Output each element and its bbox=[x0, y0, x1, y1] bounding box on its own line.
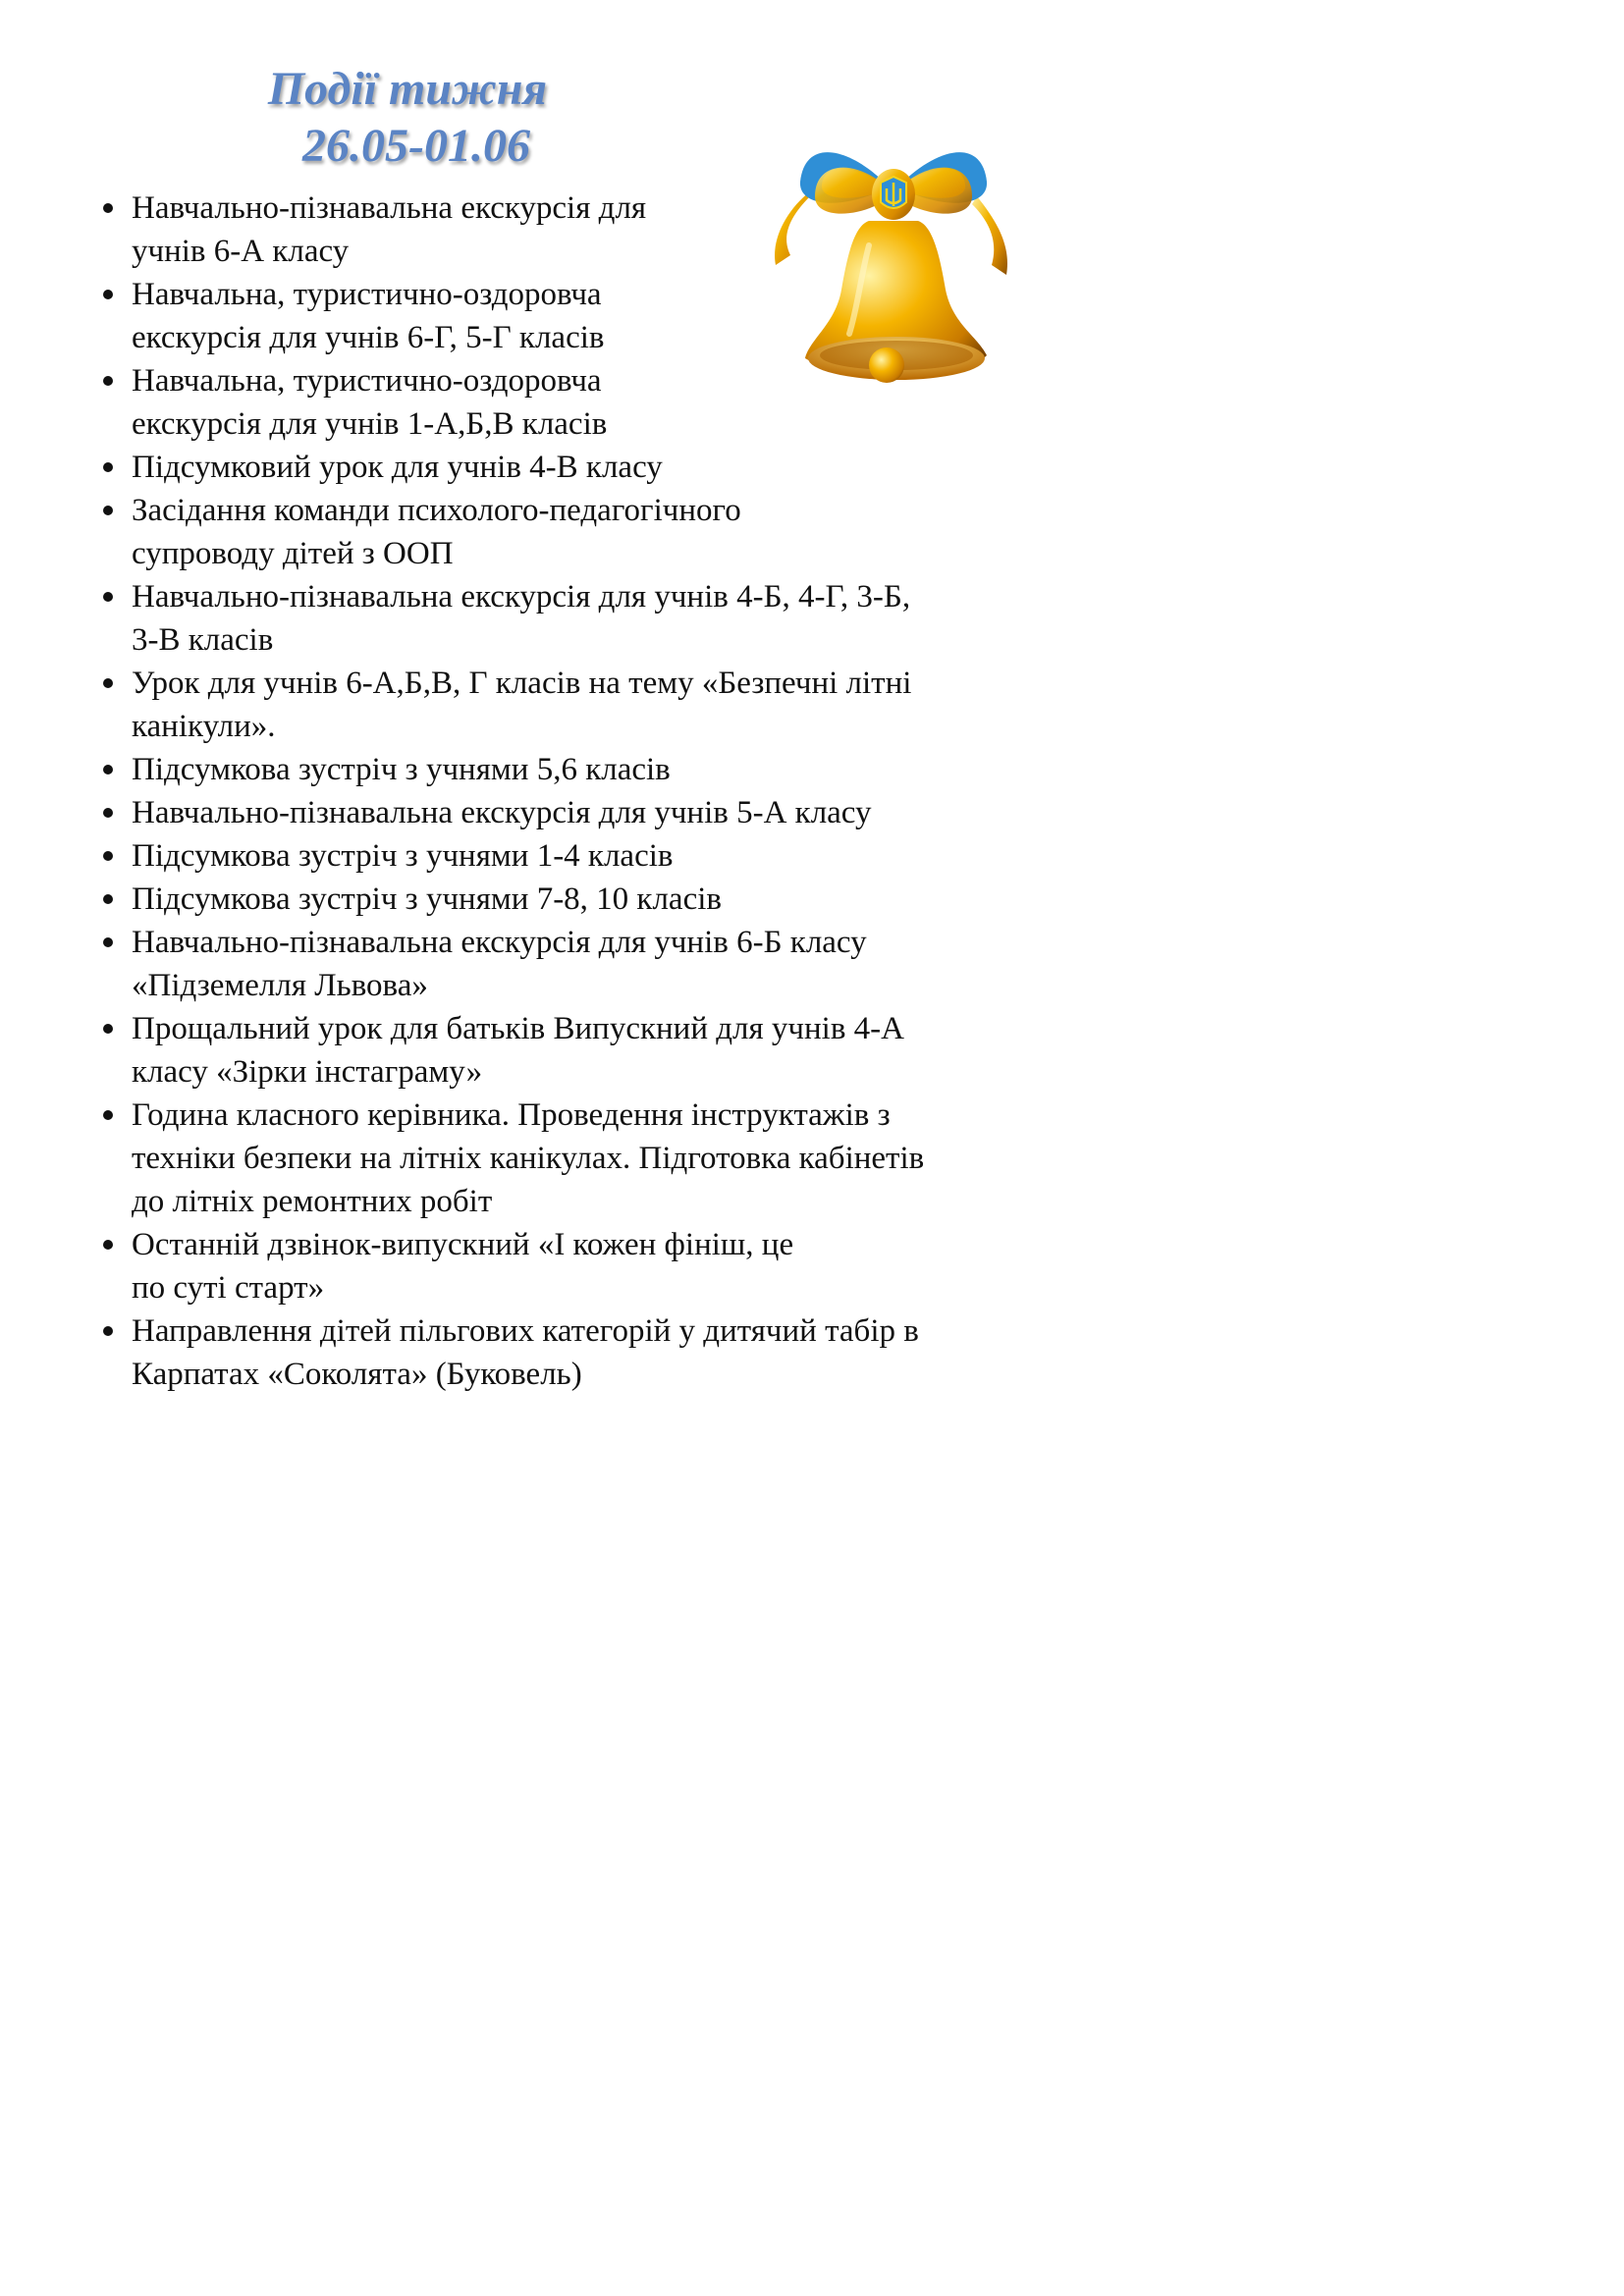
event-text-line: Урок для учнів 6-А,Б,В, Г класів на тему «Безпечні літні bbox=[132, 666, 912, 701]
bullet-icon bbox=[103, 808, 113, 818]
event-item bbox=[98, 921, 1041, 1007]
event-text-line: супроводу дітей з ООП bbox=[132, 536, 454, 571]
event-text-line: Останній дзвінок-випускний «І кожен фініш, це bbox=[132, 1227, 794, 1262]
event-item bbox=[98, 878, 1041, 921]
event-item bbox=[98, 834, 1041, 878]
bullet-icon bbox=[103, 506, 113, 515]
event-text-line: Навчально-пізнавальна екскурсія для bbox=[132, 190, 647, 226]
event-text-line: Карпатах «Соколята» (Буковель) bbox=[132, 1357, 582, 1392]
event-item bbox=[98, 187, 1041, 273]
event-item bbox=[98, 748, 1041, 791]
event-item bbox=[98, 489, 1041, 575]
event-text-line: Направлення дітей пільгових категорій у дитячий табір в bbox=[132, 1313, 919, 1349]
event-item bbox=[98, 1094, 1041, 1223]
event-text-line: по суті старт» bbox=[132, 1270, 325, 1306]
page-header bbox=[0, 61, 815, 175]
event-text-line: 3-В класів bbox=[132, 622, 274, 658]
event-item bbox=[98, 273, 1041, 359]
bullet-icon bbox=[103, 937, 113, 947]
event-text-line: Засідання команди психолого-педагогічного bbox=[132, 493, 741, 528]
bullet-icon bbox=[103, 462, 113, 472]
event-item bbox=[98, 359, 1041, 446]
event-text-line: Підсумкова зустріч з учнями 1-4 класів bbox=[132, 838, 674, 874]
events-list bbox=[98, 187, 1041, 1396]
bullet-icon bbox=[103, 376, 113, 386]
event-text-line: Навчально-пізнавальна екскурсія для учнів 4-Б, 4-Г, 3-Б, bbox=[132, 579, 911, 614]
event-text-line: Прощальний урок для батьків Випускний для учнів 4-А bbox=[132, 1011, 904, 1046]
event-item bbox=[98, 791, 1041, 834]
event-text-line: класу «Зірки інстаграму» bbox=[132, 1054, 483, 1090]
event-item bbox=[98, 1309, 1041, 1396]
event-text-line: учнів 6-А класу bbox=[132, 234, 350, 269]
event-item bbox=[98, 446, 1041, 489]
bullet-icon bbox=[103, 203, 113, 213]
event-item bbox=[98, 662, 1041, 748]
event-text-line: Навчальна, туристично-оздоровча bbox=[132, 363, 602, 399]
event-text-line: екскурсія для учнів 6-Г, 5-Г класів bbox=[132, 320, 605, 355]
event-item bbox=[98, 1223, 1041, 1309]
bullet-icon bbox=[103, 765, 113, 774]
date-range: 26.05-01.06 bbox=[302, 120, 530, 172]
event-text-line: Підсумкова зустріч з учнями 5,6 класів bbox=[132, 752, 671, 787]
page-title: Події тижня bbox=[267, 63, 548, 115]
event-text-line: канікули». bbox=[132, 709, 276, 744]
event-text-line: Навчально-пізнавальна екскурсія для учнів 5-А класу bbox=[132, 795, 872, 830]
bullet-icon bbox=[103, 894, 113, 904]
event-text-line: Навчальна, туристично-оздоровча bbox=[132, 277, 602, 312]
event-text-line: екскурсія для учнів 1-А,Б,В класів bbox=[132, 406, 608, 442]
event-text-line: «Підземелля Львова» bbox=[132, 968, 428, 1003]
event-text-line: до літніх ремонтних робіт bbox=[132, 1184, 493, 1219]
event-text-line: техніки безпеки на літніх канікулах. Підготовка кабінетів bbox=[132, 1141, 925, 1176]
bullet-icon bbox=[103, 1024, 113, 1034]
event-text-line: Навчально-пізнавальна екскурсія для учнів 6-Б класу bbox=[132, 925, 867, 960]
event-text-line: Година класного керівника. Проведення інструктажів з bbox=[132, 1097, 891, 1133]
bullet-icon bbox=[103, 851, 113, 861]
bullet-icon bbox=[103, 592, 113, 602]
event-item bbox=[98, 575, 1041, 662]
bullet-icon bbox=[103, 678, 113, 688]
bullet-icon bbox=[103, 1326, 113, 1336]
event-text-line: Підсумковий урок для учнів 4-В класу bbox=[132, 450, 663, 485]
bullet-icon bbox=[103, 1240, 113, 1250]
event-item bbox=[98, 1007, 1041, 1094]
bullet-icon bbox=[103, 1110, 113, 1120]
event-text-line: Підсумкова зустріч з учнями 7-8, 10 класів bbox=[132, 881, 722, 917]
bullet-icon bbox=[103, 290, 113, 299]
